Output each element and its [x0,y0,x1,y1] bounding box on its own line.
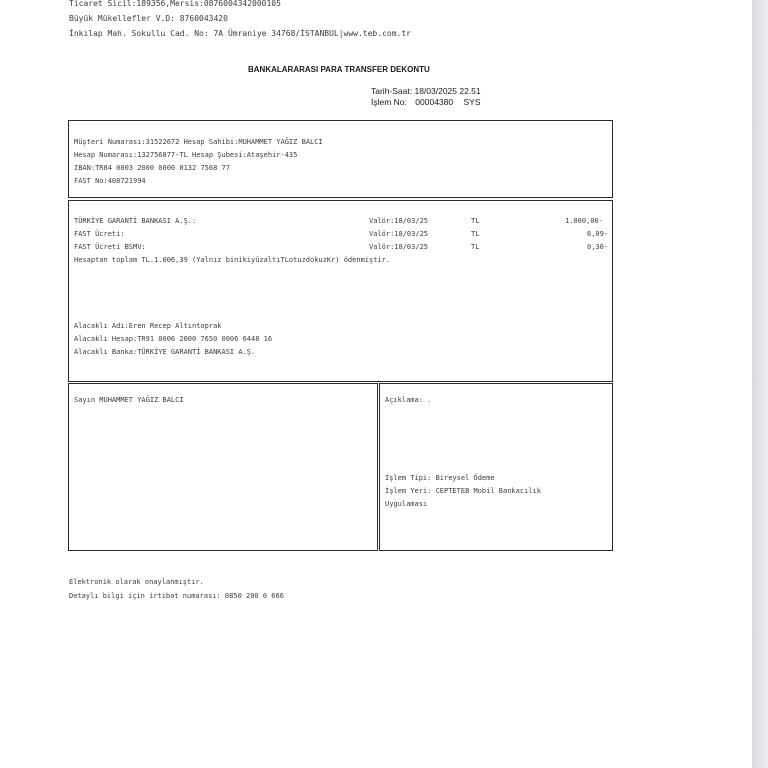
footer-contact-line: Detaylı bilgi için irtibat numarası: 0850 200 0 666 [69,592,284,600]
header-registry-line: Ticaret Sicil:189356,Mersis:0876004342000105 [69,0,281,8]
transaction-info-box [379,383,613,551]
transfer-row-amount: 6,09- [587,230,609,238]
transaction-place-line-2: Uygulaması [385,500,428,508]
transaction-type-line: İşlem Tipi: Bireysel Ödeme [385,474,495,482]
customer-info-box [68,120,613,198]
transfer-details-box [68,200,613,382]
transfer-row-valor: Valör:18/03/25 [369,243,429,251]
transfer-row-currency: TL [471,230,480,238]
transaction-number: 00004380 [415,97,454,107]
account-number-line: Hesap Numarası:132756877-TL Hesap Şubesi:Ataşehir-435 [74,151,298,159]
receiver-account-line: Alacaklı Hesap:TR91 0006 2000 7650 0006 6448 16 [74,335,273,343]
transfer-row-amount: 0,30- [587,243,609,251]
transfer-row-label: FAST Ücreti: [74,230,125,238]
transfer-row-currency: TL [471,217,480,225]
transaction-datetime: Tarih-Saat: 18/03/2025 22.51 [371,86,481,96]
receiver-name-line: Alacaklı Adı:Eren Recep Altıntoprak [74,322,222,330]
transaction-number-line [371,97,481,107]
transaction-code: SYS [463,97,481,107]
description-line: Açıklama: . [385,396,432,404]
customer-number-line: Müşteri Numarası:31522672 Hesap Sahibi:MUHAMMET YAĞIZ BALCI [74,138,323,146]
transfer-row-label: TÜRKİYE GARANTİ BANKASI A.Ş.: [74,217,197,225]
transfer-row-label: FAST Ücreti BSMV: [74,243,146,251]
document-title: BANKALARARASI PARA TRANSFER DEKONTU [248,65,430,74]
fast-number-line: FAST No:408721994 [74,177,146,185]
receiver-bank-line: Alacaklı Banka:TÜRKİYE GARANTİ BANKASI A.Ş. [74,348,256,356]
transaction-place-line: İşlem Yeri: CEPTETEB Mobil Bankacılık [385,487,541,495]
transfer-row-currency: TL [471,243,480,251]
page-edge-shadow [752,0,768,768]
transaction-number-label: İşlem No: [371,97,407,107]
addressee-line: Sayın MUHAMMET YAĞIZ BALCI [74,396,184,404]
header-address-line: İnkılap Mah. Sokullu Cad. No: 7A Ümraniye 34768/İSTANBUL|www.teb.com.tr [69,29,411,38]
transfer-row-valor: Valör:18/03/25 [369,230,429,238]
header-tax-office-line: Büyük Mükellefler V.D: 8760043420 [69,14,228,23]
transfer-row-valor: Valör:18/03/25 [369,217,429,225]
transfer-total-line: Hesaptan toplam TL.1.006,39 (Yalnız binikiyüzaltıTLotuzdokuzKr) ödenmiştir. [74,256,391,264]
transfer-row-amount: 1.000,00- [565,217,603,225]
addressee-box [68,383,378,551]
footer-approval-line: Elektronik olarak onaylanmıştır. [69,578,204,586]
iban-line: IBAN:TR84 0003 2000 0000 0132 7568 77 [74,164,230,172]
